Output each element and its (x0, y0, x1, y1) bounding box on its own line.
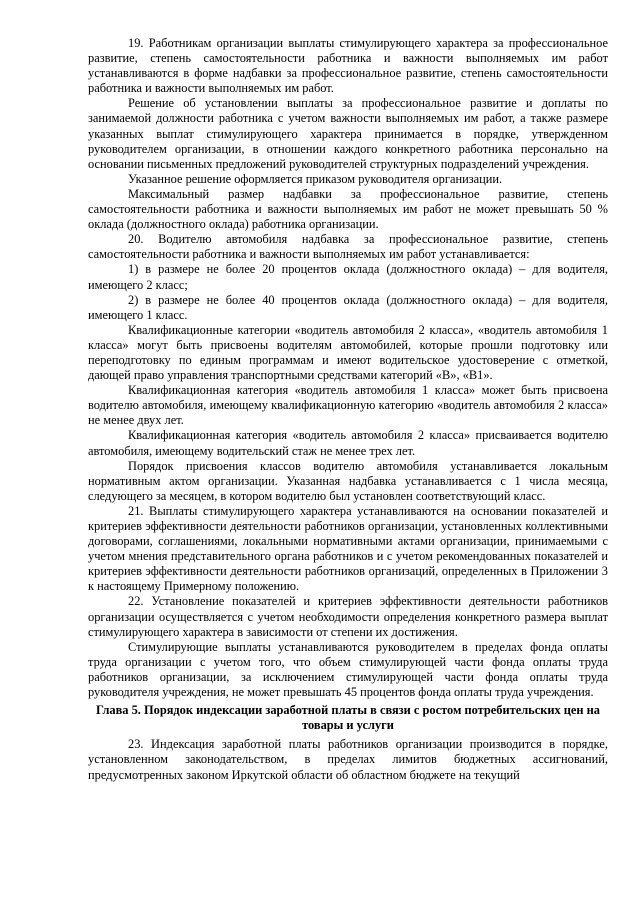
paragraph: Указанное решение оформляется приказом руководителя организации. (128, 171, 503, 186)
paragraph: Квалификационная категория «водитель автомобиля 2 класса» присваивается водителю автомобиля, имеющему водительский стаж не менее трех лет. (88, 428, 608, 458)
paragraph: Квалификационная категория «водитель автомобиля 1 класса» может быть присвоена водителю автомобиля, имеющему квалификационную категорию «водитель автомобиля 2 класса» не менее двух лет. (88, 383, 608, 428)
paragraph: 20. Водителю автомобиля надбавка за профессиональное развитие, степень самостоятельности работника и важности выполняемых им работ устанавливается: (88, 232, 608, 262)
paragraph: 21. Выплаты стимулирующего характера устанавливаются на основании показателей и критериев эффективности деятельности работников организации, установленных коллективными договорами, соглашениями, локальными нормативными актами организации, принимаемыми с учетом мнения представительного органа работников и с учетом рекомендованных показателей и критериев эффективности деятельности работников организаций, определенных в Приложении 3 к настоящему Примерному положению. (88, 503, 608, 594)
paragraph: Решение об установлении выплаты за профессиональное развитие и доплаты по занимаемой должности работника с учетом важности выполняемых им работ, а также размере указанных выплат стимулирующего характера принимается в порядке, утвержденном руководителем организации, в отношении каждого конкретного работника персонально на основании письменных предложений руководителей структурных подразделений учреждения. (88, 96, 608, 171)
chapter-heading: Глава 5. Порядок индексации заработной платы в связи с ростом потребительских цен на товары и услуги (95, 703, 601, 733)
paragraph: Стимулирующие выплаты устанавливаются руководителем в пределах фонда оплаты труда организации с учетом того, что объем стимулирующей части фонда оплаты труда работников организации, за исключением стимулирующей части фонда оплаты труда руководителя учреждения, не может превышать 45 процентов фонда оплаты труда учреждения. (88, 639, 608, 700)
list-item: 2) в размере не более 40 процентов оклада (должностного оклада) – для водителя, имеющего 1 класс. (88, 292, 608, 322)
list-item: 1) в размере не более 20 процентов оклада (должностного оклада) – для водителя, имеющего 2 класс; (88, 262, 608, 292)
paragraph: Порядок присвоения классов водителю автомобиля устанавливается локальным нормативным актом организации. Указанная надбавка устанавливается с 1 числа месяца, следующего за месяцем, в котором водителю был установлен соответствующий класс. (88, 458, 608, 503)
paragraph: Квалификационные категории «водитель автомобиля 2 класса», «водитель автомобиля 1 класса» могут быть присвоены водителям автомобилей, которые прошли подготовку или переподготовку по единым программам и имеют водительское удостоверение с отметкой, дающей право управления транспортными средствами категорий «В», «В1». (88, 322, 608, 383)
document-page (88, 36, 608, 783)
paragraph: Максимальный размер надбавки за профессиональное развитие, степень самостоятельности работника и важности выполняемых им работ не может превышать 50 % оклада (должностного оклада) работника организации. (88, 186, 608, 232)
paragraph: 19. Работникам организации выплаты стимулирующего характера за профессиональное развитие, степень самостоятельности работника и важности выполняемых им работ устанавливаются в форме надбавки за профессиональное развитие, степень самостоятельности работника и важности выполняемых им работ. (88, 36, 608, 96)
paragraph: 22. Установление показателей и критериев эффективности деятельности работников организации осуществляется с учетом необходимости определения конкретного размера выплат стимулирующего характера в зависимости от степени их достижения. (88, 594, 608, 639)
paragraph: 23. Индексация заработной платы работников организации производится в порядке, установленном законодательством, в пределах лимитов бюджетных ассигнований, предусмотренных законом Иркутской области об областном бюджете на текущий (88, 737, 608, 782)
